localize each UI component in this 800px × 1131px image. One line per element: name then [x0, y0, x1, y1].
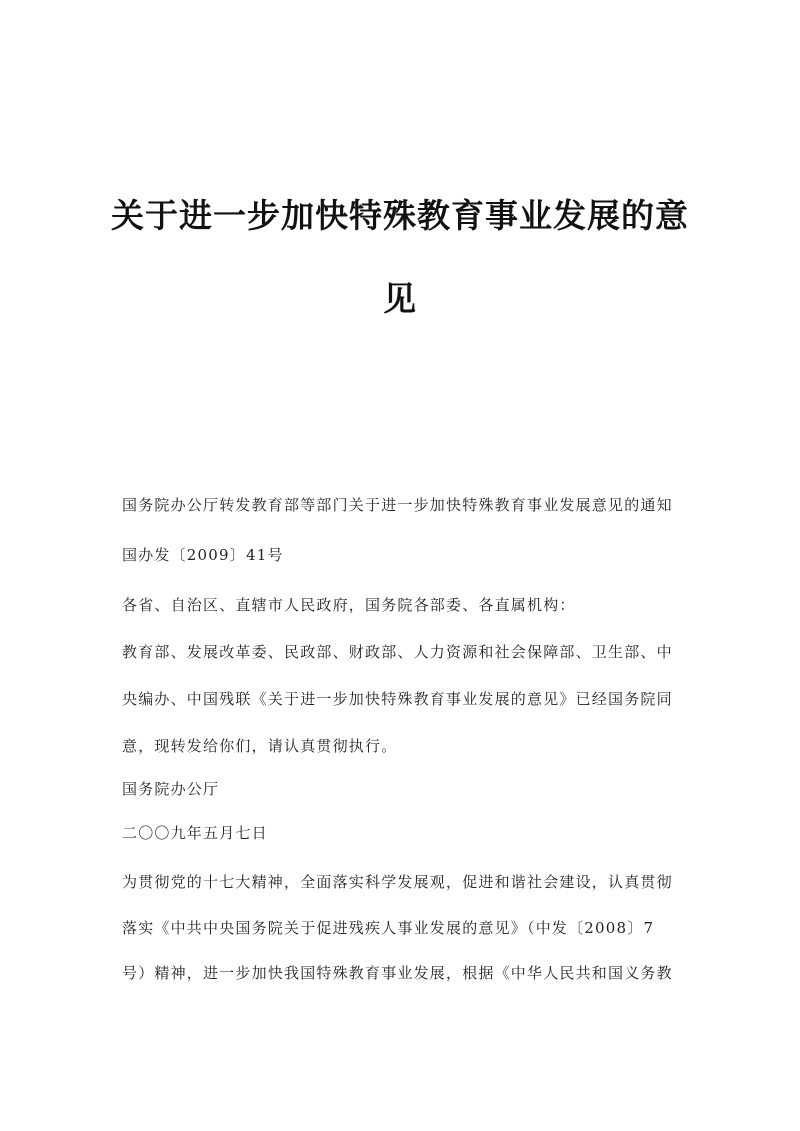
body-line: 落实《中共中央国务院关于促进残疾人事业发展的意见》（中发〔2008〕7 — [122, 919, 655, 937]
body-line: 央编办、中国残联《关于进一步加快特殊教育事业发展的意见》已经国务院同 — [122, 690, 673, 708]
body-line: 为贯彻党的十七大精神，全面落实科学发展观，促进和谐社会建设，认真贯彻 — [122, 873, 673, 891]
body-line: 意，现转发给你们，请认真贯彻执行。 — [122, 737, 398, 755]
notice-heading: 国务院办公厅转发教育部等部门关于进一步加快特殊教育事业发展意见的通知 — [122, 496, 673, 514]
body-line: 号）精神，进一步加快我国特殊教育事业发展，根据《中华人民共和国义务教 — [122, 964, 673, 982]
date-line: 二〇〇九年五月七日 — [122, 824, 268, 842]
addressee-line: 各省、自治区、直辖市人民政府，国务院各部委、各直属机构： — [122, 596, 576, 614]
document-title-continuation: 见 — [383, 279, 417, 318]
document-number: 国办发〔2009〕41号 — [122, 546, 284, 564]
body-line: 教育部、发展改革委、民政部、财政部、人力资源和社会保障部、卫生部、中 — [122, 643, 673, 661]
document-title: 关于进一步加快特殊教育事业发展的意 — [111, 196, 689, 235]
issuer-line: 国务院办公厅 — [122, 780, 220, 798]
